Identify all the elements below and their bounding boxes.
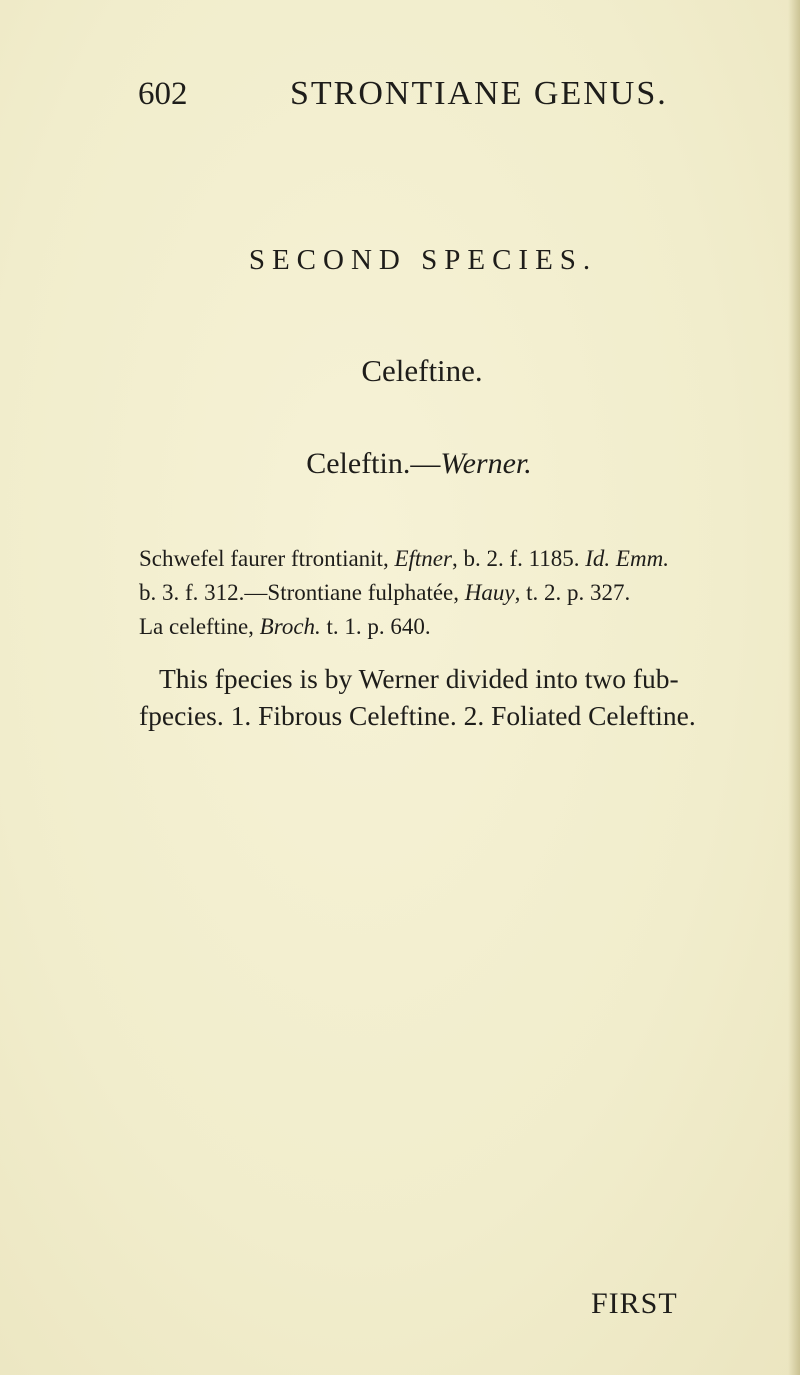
reference-italic-segment: Eftner bbox=[394, 546, 452, 571]
reference-line bbox=[139, 542, 764, 576]
paragraph-line: fpecies. 1. Fibrous Celeftine. 2. Foliated Celeftine. bbox=[139, 700, 696, 731]
synonym-author: Werner. bbox=[440, 447, 532, 480]
reference-italic-segment: Hauy bbox=[464, 580, 515, 605]
reference-segment: Schwefel faurer ftrontianit, bbox=[139, 546, 395, 571]
catchword: FIRST bbox=[591, 1287, 678, 1320]
synonym-name: Celeftin.— bbox=[306, 447, 441, 480]
reference-segment: , b. 2. f. 1185. bbox=[451, 546, 586, 571]
reference-italic-segment: Id. Emm. bbox=[585, 546, 669, 571]
reference-segment: t. 1. p. 640. bbox=[320, 614, 431, 639]
reference-segment: , t. 2. p. 327. bbox=[514, 580, 631, 605]
synonym-line bbox=[0, 445, 800, 483]
references-block bbox=[139, 542, 764, 644]
species-name: Celeftine. bbox=[361, 353, 483, 388]
running-head: STRONTIANE GENUS. bbox=[290, 75, 668, 112]
description-paragraph bbox=[139, 660, 764, 734]
reference-line bbox=[139, 576, 764, 610]
reference-segment: b. 3. f. 312.—Strontiane fulphatée, bbox=[139, 580, 465, 605]
reference-italic-segment: Broch. bbox=[259, 614, 321, 639]
page-header bbox=[0, 68, 800, 118]
page-number: 602 bbox=[138, 76, 188, 112]
paragraph-line: This fpecies is by Werner divided into two fub- bbox=[159, 663, 679, 694]
page-edge-shadow bbox=[788, 0, 800, 1375]
reference-segment: La celeftine, bbox=[139, 614, 260, 639]
section-heading: SECOND SPECIES. bbox=[248, 244, 598, 276]
reference-line bbox=[139, 610, 764, 644]
